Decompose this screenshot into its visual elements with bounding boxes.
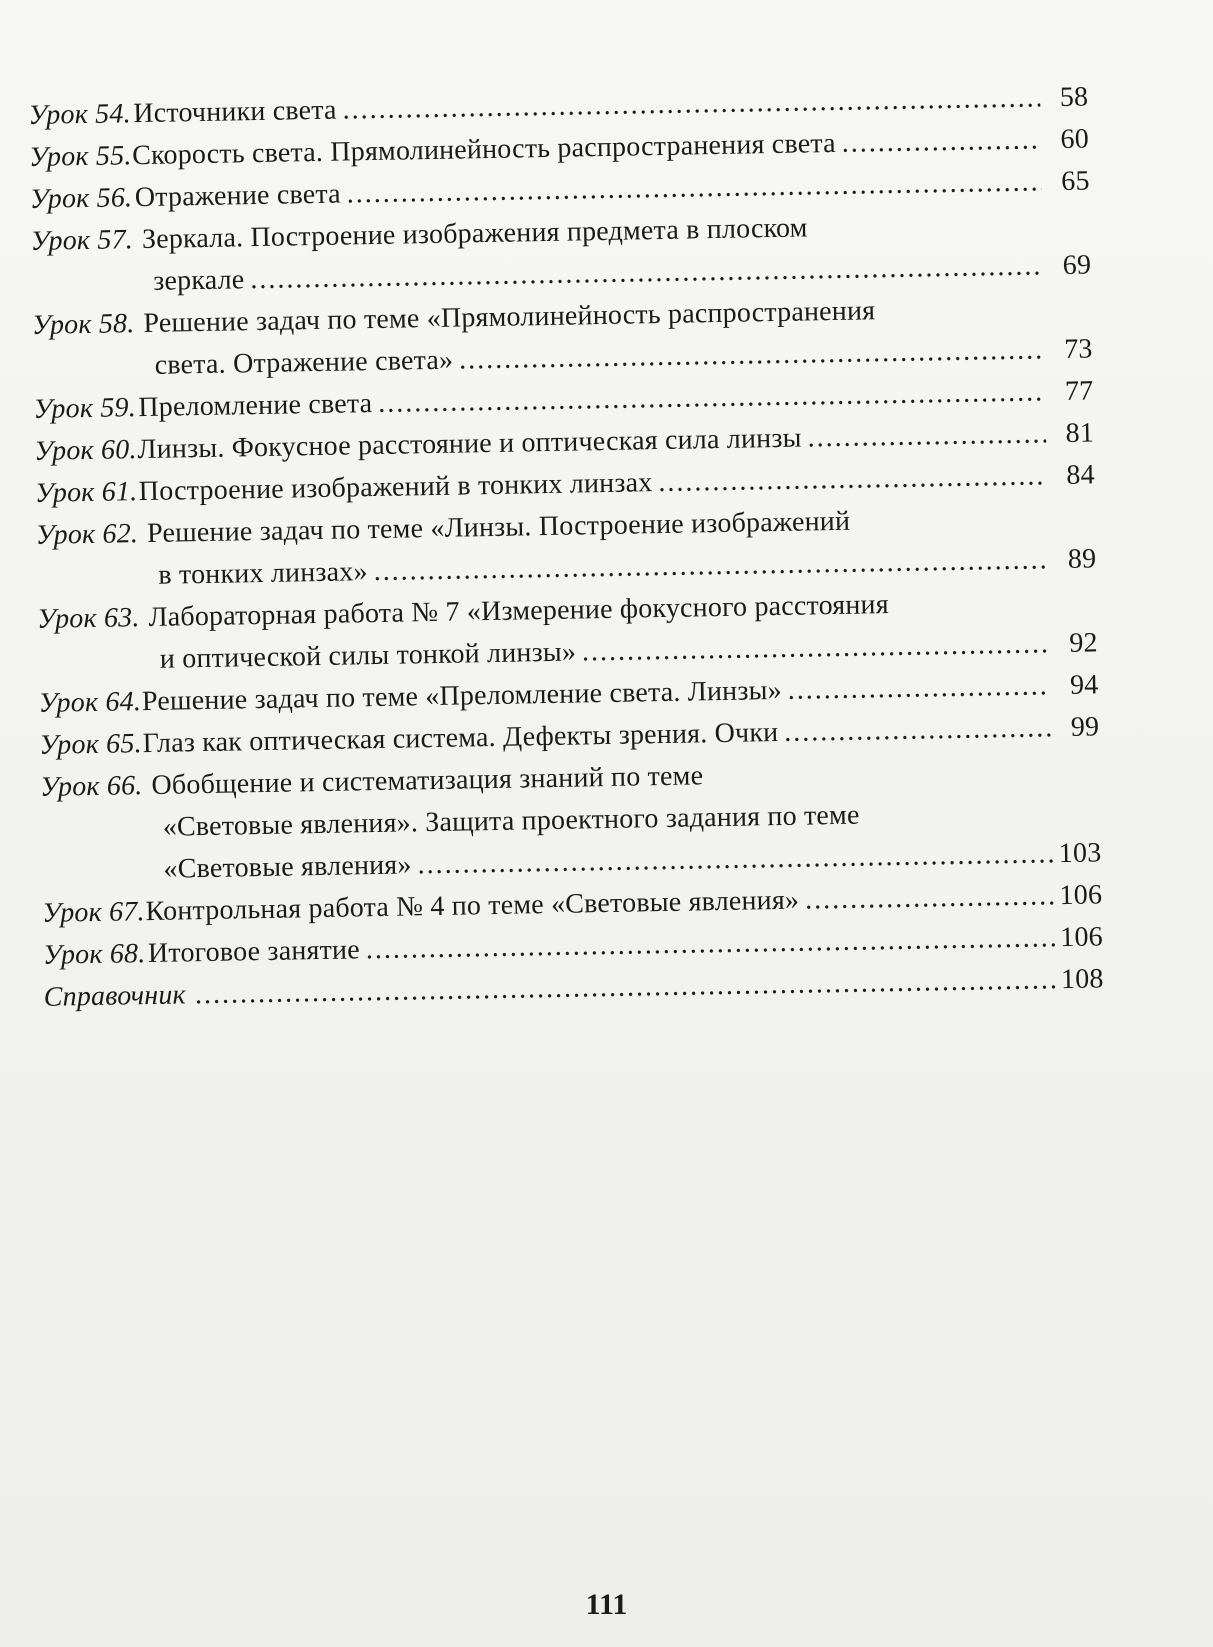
toc-entry-title: Зеркала. Построение изображения предмета в плоском <box>141 212 808 256</box>
toc-entry-label: Урок 64. <box>38 686 142 719</box>
toc-entry-title: Построение изображений в тонких линзах <box>138 467 653 508</box>
toc-entry-page: 81 <box>1065 417 1095 449</box>
toc-entry-page: 99 <box>1070 711 1100 743</box>
toc-entry-page: 92 <box>1069 627 1098 659</box>
toc-entry-page: 73 <box>1063 333 1093 365</box>
leader-dots <box>805 875 1055 921</box>
toc-entry-page: 65 <box>1060 165 1090 197</box>
toc-entry-title: Линзы. Фокусное расстояние и оптическая сила линзы <box>137 422 802 466</box>
toc-entry-page: 84 <box>1066 459 1096 491</box>
toc-entry-title: Решение задач по теме «Линзы. Построение изображений <box>146 505 851 549</box>
toc-entry-title: Обобщение и систематизация знаний по теме <box>151 760 704 801</box>
toc-entry-title: Решение задач по теме «Прямолинейность распространения <box>143 295 876 340</box>
toc-entry-page: 69 <box>1062 249 1092 281</box>
toc-entry-title: Источники света <box>133 94 337 130</box>
toc-entry-label: Урок 61. <box>34 476 138 509</box>
toc-entry-label: Урок 66. <box>39 770 143 803</box>
toc-entry-page: 89 <box>1067 543 1097 575</box>
toc-entry-label: Справочник <box>43 979 187 1013</box>
toc-entry-label: Урок 60. <box>33 434 137 467</box>
toc-entry-page: 106 <box>1059 921 1104 954</box>
toc-entry-page: 103 <box>1058 837 1102 870</box>
toc-entry-title: Контрольная работа № 4 по теме «Световые явления» <box>145 884 800 928</box>
toc-entry-label: Урок 57. <box>30 224 134 257</box>
toc-entry-label: Урок 55. <box>28 140 132 173</box>
toc-entry-label: Урок 59. <box>33 392 137 425</box>
toc-entry-page: 60 <box>1060 123 1090 155</box>
toc-entry-page: 77 <box>1064 375 1094 407</box>
toc-entry-title: Отражение света <box>134 178 341 214</box>
toc-entry-title: Скорость света. Прямолинейность распространения света <box>131 127 836 172</box>
toc-entry-title: Итоговое занятие <box>147 934 361 970</box>
toc-entry-title: «Световые явления» <box>163 849 412 885</box>
toc-entry-title: зеркале <box>153 264 245 297</box>
toc-entry-title: Лабораторная работа № 7 «Измерение фокусного расстояния <box>148 589 890 633</box>
toc-entry-label: Урок 54. <box>28 98 132 131</box>
toc-entry-page: 94 <box>1069 669 1099 701</box>
toc-entry-page: 108 <box>1060 963 1104 996</box>
toc-entry-title: света. Отражение света» <box>154 344 454 381</box>
toc-entry-title: и оптической силы тонкой линзы» <box>159 636 577 675</box>
toc-entry-title: в тонких линзах» <box>158 556 368 591</box>
toc-entry-title: Глаз как оптическая система. Дефекты зрения. Очки <box>142 717 779 760</box>
leader-dots <box>658 455 1047 504</box>
toc-entry-label: Урок 67. <box>42 896 145 929</box>
toc-entry-page: 58 <box>1059 81 1089 113</box>
page-number: 111 <box>585 1588 628 1621</box>
toc-entry-label: Урок 65. <box>39 728 143 761</box>
toc-entry <box>40 748 1102 892</box>
leader-dots <box>807 413 1046 459</box>
leader-dots <box>787 665 1050 712</box>
toc-entry-label: Урок 63. <box>36 602 140 635</box>
toc-entry-label: Урок 56. <box>29 182 133 215</box>
toc-entry-label: Урок 58. <box>31 308 135 341</box>
toc-entry-title: «Световые явления». Защита проектного задания по теме <box>162 799 860 843</box>
toc-entry-page: 106 <box>1059 879 1103 912</box>
toc-entry-title: Решение задач по теме «Преломление света. Линзы» <box>141 674 783 718</box>
toc-entry-title: Преломление света <box>138 388 373 424</box>
toc-entry-label: Урок 68. <box>42 938 146 971</box>
toc-entry-label: Урок 62. <box>35 518 139 551</box>
leader-dots <box>784 707 1052 754</box>
table-of-contents <box>28 77 1104 1019</box>
leader-dots <box>841 119 1041 164</box>
